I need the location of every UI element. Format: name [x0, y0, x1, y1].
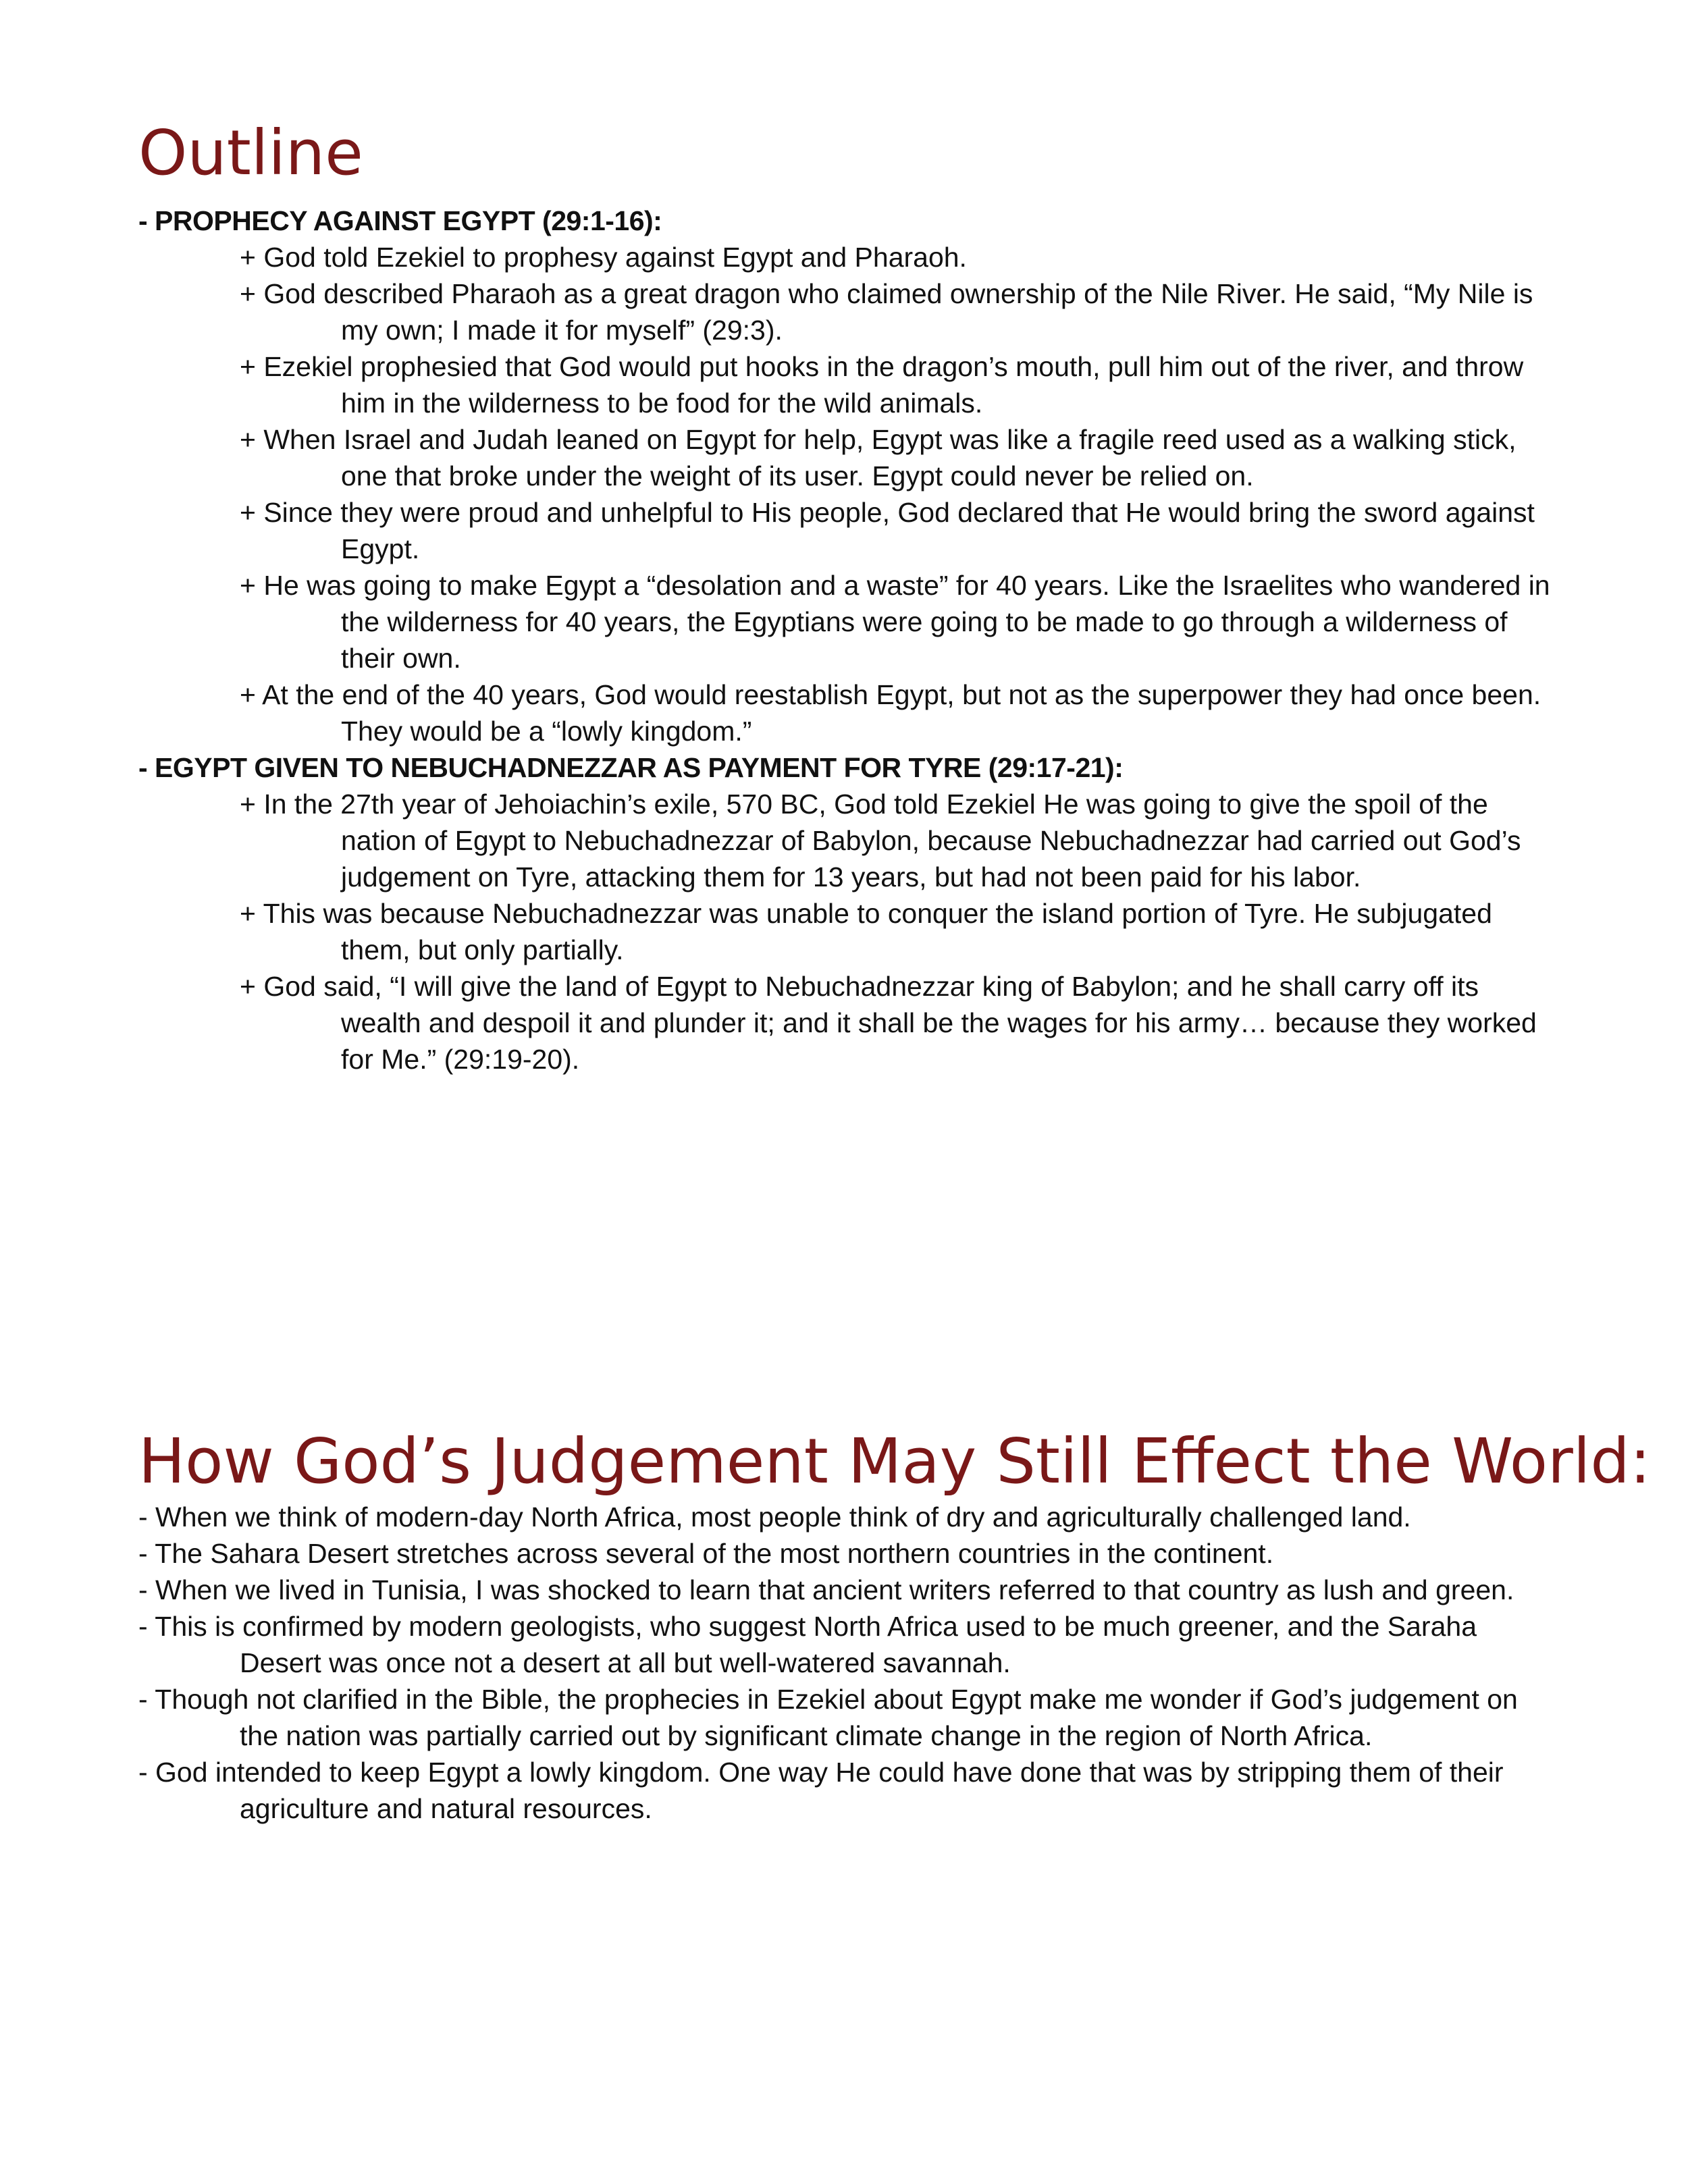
- list-item: + God said, “I will give the land of Egypt to Nebuchadnezzar king of Babylon; and he shall carry off its wealth and despoil it and plunder it; and it shall be the wages for his army… because they worked for Me.” (29:19-20).: [240, 971, 1537, 1075]
- judgement-list: [138, 1499, 1563, 1827]
- outline-heading: Outline: [138, 117, 363, 189]
- list-item: - Though not clarified in the Bible, the prophecies in Ezekiel about Egypt make me wonder if God’s judgement on the nation was partially carried out by significant climate change in the region of North Africa.: [138, 1684, 1518, 1751]
- outline-list: [138, 203, 1563, 1077]
- list-item: + This was because Nebuchadnezzar was unable to conquer the island portion of Tyre. He subjugated them, but only partially.: [240, 898, 1492, 965]
- section-title-egypt-given: - EGYPT GIVEN TO NEBUCHADNEZZAR AS PAYMENT FOR TYRE (29:17-21):: [138, 752, 1124, 783]
- section-title-prophecy: - PROPHECY AGAINST EGYPT (29:1-16):: [138, 205, 662, 236]
- list-item: + When Israel and Judah leaned on Egypt for help, Egypt was like a fragile reed used as a walking stick, one that broke under the weight of its user. Egypt could never be relied on.: [240, 424, 1516, 491]
- list-item: + He was going to make Egypt a “desolation and a waste” for 40 years. Like the Israelites who wandered in the wilderness for 40 years, the Egyptians were going to be made to go through a wilderness of their own.: [240, 570, 1550, 674]
- judgement-heading: How God’s Judgement May Still Effect the World:: [138, 1425, 1651, 1497]
- list-item: + God described Pharaoh as a great dragon who claimed ownership of the Nile River. He said, “My Nile is my own; I made it for myself” (29:3).: [240, 278, 1533, 346]
- list-item: + God told Ezekiel to prophesy against Egypt and Pharaoh.: [240, 242, 967, 273]
- list-item: + Ezekiel prophesied that God would put hooks in the dragon’s mouth, pull him out of the river, and throw him in the wilderness to be food for the wild animals.: [240, 351, 1524, 419]
- list-item: + At the end of the 40 years, God would reestablish Egypt, but not as the superpower they had once been. They would be a “lowly kingdom.”: [240, 679, 1541, 747]
- list-item: - God intended to keep Egypt a lowly kingdom. One way He could have done that was by stripping them of their agriculture and natural resources.: [138, 1757, 1504, 1824]
- list-item: + In the 27th year of Jehoiachin’s exile, 570 BC, God told Ezekiel He was going to give the spoil of the nation of Egypt to Nebuchadnezzar of Babylon, because Nebuchadnezzar had carried out God’s judgement on Tyre, attacking them for 13 years, but had not been paid for his labor.: [240, 789, 1521, 893]
- list-item: - When we lived in Tunisia, I was shocked to learn that ancient writers referred to that country as lush and green.: [138, 1574, 1514, 1605]
- list-item: + Since they were proud and unhelpful to His people, God declared that He would bring the sword against Egypt.: [240, 497, 1535, 564]
- list-item: - The Sahara Desert stretches across several of the most northern countries in the continent.: [138, 1538, 1274, 1569]
- list-item: - This is confirmed by modern geologists, who suggest North Africa used to be much greener, and the Saraha Desert was once not a desert at all but well-watered savannah.: [138, 1611, 1477, 1678]
- list-item: - When we think of modern-day North Africa, most people think of dry and agriculturally challenged land.: [138, 1501, 1411, 1533]
